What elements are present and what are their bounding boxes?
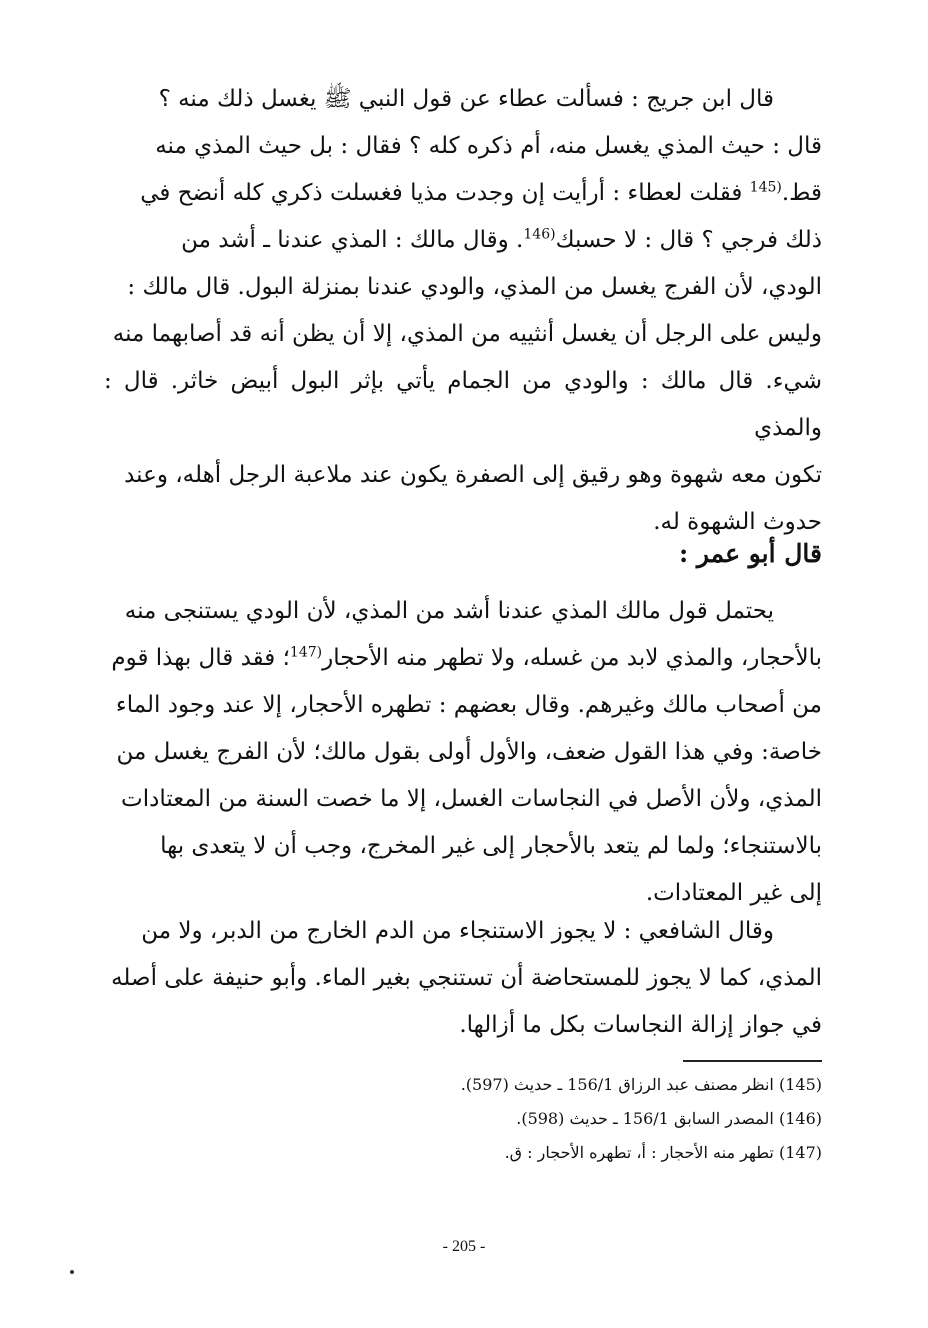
text-line bbox=[104, 635, 822, 682]
text-line: خاصة: وفي هذا القول ضعف، والأول أولى بقول مالك؛ لأن الفرج يغسل من bbox=[116, 739, 822, 765]
text-fragment: ؛ فقد قال بهذا قوم bbox=[111, 645, 290, 671]
text-line: إلى غير المعتادات. bbox=[645, 880, 822, 906]
text-line bbox=[104, 170, 822, 217]
text-line: من أصحاب مالك وغيرهم. وقال بعضهم : تطهره الأحجار، إلا عند وجود الماء bbox=[115, 692, 822, 718]
footnotes bbox=[322, 1068, 822, 1170]
footnote-145: (145) انظر مصنف عبد الرزاق 156/1 ـ حديث (597). bbox=[460, 1075, 822, 1094]
text-fragment: . وقال مالك : المذي عندنا ـ أشد من bbox=[181, 227, 524, 253]
text-line: شيء. قال مالك : والودي من الجمام يأتي بإثر البول أبيض خاثر. قال : والمذي bbox=[104, 368, 822, 441]
text-fragment: بالأحجار، والمذي لابد من غسله، ولا تطهر منه الأحجار bbox=[322, 645, 822, 671]
paragraph-3 bbox=[104, 908, 822, 1049]
scan-speck bbox=[70, 1270, 74, 1274]
text-line: حدوث الشهوة له. bbox=[653, 509, 822, 535]
text-fragment: ذلك فرجي ؟ قال : لا حسبك bbox=[555, 227, 822, 253]
text-line: وقال الشافعي : لا يجوز الاستنجاء من الدم الخارج من الدبر، ولا من bbox=[141, 918, 774, 944]
text-line: في جواز إزالة النجاسات بكل ما أزالها. bbox=[459, 1012, 822, 1038]
footnote-147: (147) تطهر منه الأحجار : أ، تطهره الأحجار : ق. bbox=[504, 1143, 822, 1162]
text-line: وليس على الرجل أن يغسل أنثييه من المذي، إلا أن يظن أنه قد أصابهما منه bbox=[112, 321, 822, 347]
footnote-146: (146) المصدر السابق 156/1 ـ حديث (598). bbox=[516, 1109, 822, 1128]
footnote-separator bbox=[683, 1060, 822, 1062]
text-fragment: فقلت لعطاء : أرأيت إن وجدت مذيا فغسلت ذكري كله أنضح في bbox=[140, 180, 750, 206]
paragraph-1 bbox=[104, 76, 822, 546]
text-line: المذي، ولأن الأصل في النجاسات الغسل، إلا ما خصت السنة من المعتادات bbox=[121, 786, 822, 812]
text-line: قال : حيث المذي يغسل منه، أم ذكره كله ؟ فقال : بل حيث المذي منه bbox=[155, 133, 822, 159]
footnote-ref-147: (147 bbox=[289, 644, 323, 661]
footnote-ref-145: (145 bbox=[749, 179, 782, 196]
text-line: المذي، كما لا يجوز للمستحاضة أن تستنجي بغير الماء. وأبو حنيفة على أصله bbox=[111, 965, 822, 991]
text-line: قال ابن جريج : فسألت عطاء عن قول النبي ﷺ يغسل ذلك منه ؟ bbox=[158, 86, 774, 112]
page-number: - 205 - bbox=[442, 1238, 486, 1255]
text-line: بالاستنجاء؛ ولما لم يتعد بالأحجار إلى غير المخرج، وجب أن لا يتعدى بها bbox=[160, 833, 822, 859]
text-line: الودي، لأن الفرج يغسل من المذي، والودي عندنا بمنزلة البول. قال مالك : bbox=[127, 274, 822, 300]
text-fragment: قط. bbox=[781, 180, 822, 206]
text-line: تكون معه شهوة وهو رقيق إلى الصفرة يكون عند ملاعبة الرجل أهله، وعند bbox=[124, 462, 822, 488]
section-heading: قال أبو عمر : bbox=[678, 539, 822, 568]
footnote-ref-146: (146 bbox=[523, 226, 556, 243]
text-line bbox=[104, 217, 822, 264]
text-line: يحتمل قول مالك المذي عندنا أشد من المذي، لأن الودي يستنجى منه bbox=[124, 598, 774, 624]
paragraph-2 bbox=[104, 588, 822, 917]
